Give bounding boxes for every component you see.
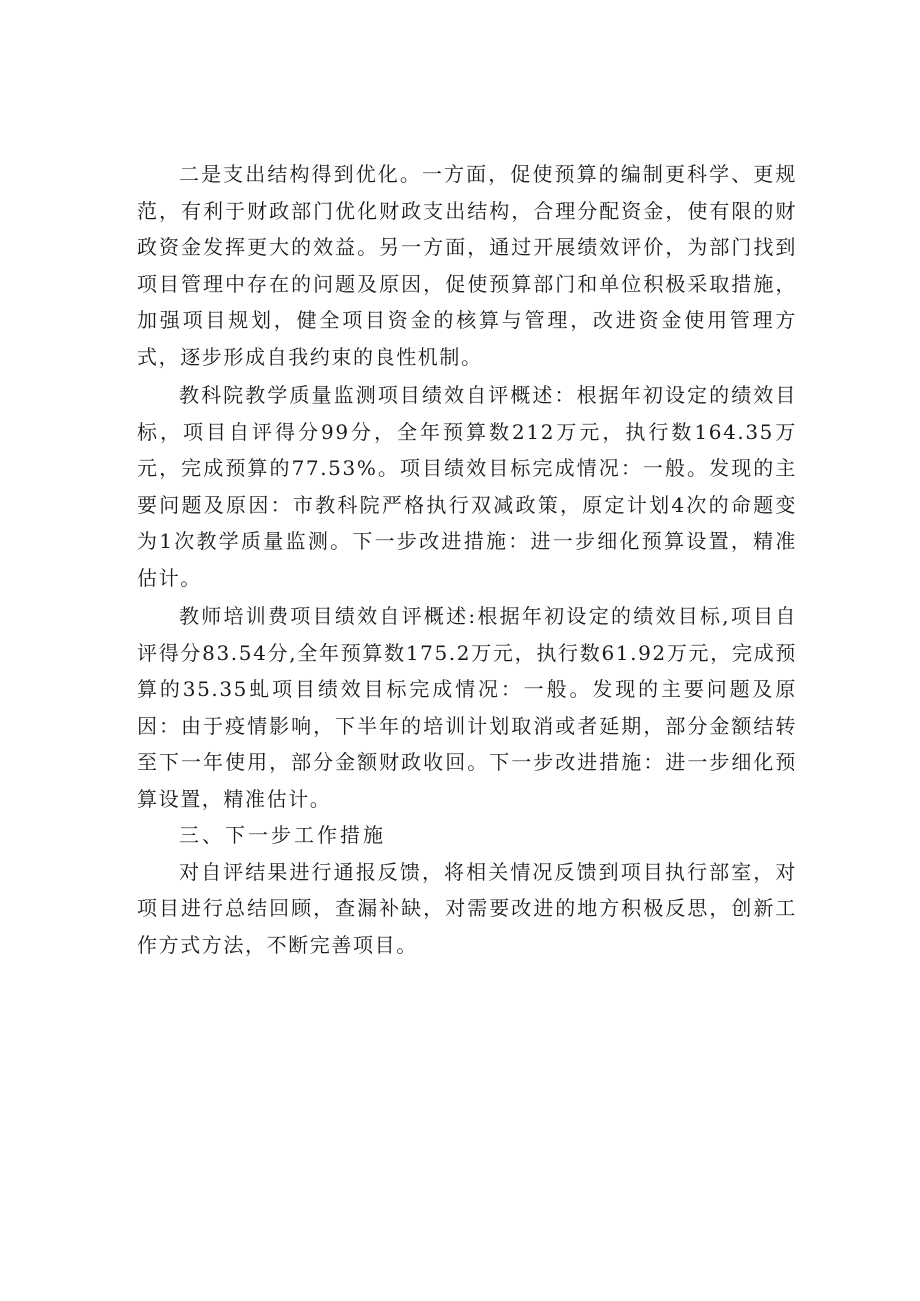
document-body [137, 156, 797, 963]
paragraph-expenditure-structure: 二是支出结构得到优化。一方面，促使预算的编制更科学、更规范，有利于财政部门优化财政支出结构，合理分配资金，使有限的财政资金发挥更大的效益。另一方面，通过开展绩效评价，为部门找到项目管理中存在的问题及原因，促使预算部门和单位积极采取措施，加强项目规划，健全项目资金的核算与管理，改进资金使用管理方式，逐步形成自我约束的良性机制。 [137, 162, 797, 369]
paragraph-quality-monitoring-project: 教科院教学质量监测项目绩效自评概述：根据年初设定的绩效目标，项目自评得分99分，全年预算数212万元，执行数164.35万元，完成预算的77.53%。项目绩效目标完成情况：一般。发现的主要问题及原因：市教科院严格执行双减政策，原定计划4次的命题变为1次教学质量监测。下一步改进措施：进一步细化预算设置，精准估计。 [137, 383, 797, 590]
paragraph-next-steps: 对自评结果进行通报反馈，将相关情况反馈到项目执行部室，对项目进行总结回顾，查漏补缺，对需要改进的地方积极反思，创新工作方式方法，不断完善项目。 [137, 859, 797, 957]
section-heading-next-steps: 三、下一步工作措施 [179, 823, 386, 847]
paragraph-teacher-training-project: 教师培训费项目绩效自评概述:根据年初设定的绩效目标,项目自评得分83.54分,全年预算数175.2万元，执行数61.92万元，完成预算的35.35虬项目绩效目标完成情况：一般。发现的主要问题及原因：由于疫情影响，下半年的培训计划取消或者延期，部分金额结转至下一年使用，部分金额财政收回。下一步改进措施：进一步细化预算设置，精准估计。 [137, 604, 797, 811]
